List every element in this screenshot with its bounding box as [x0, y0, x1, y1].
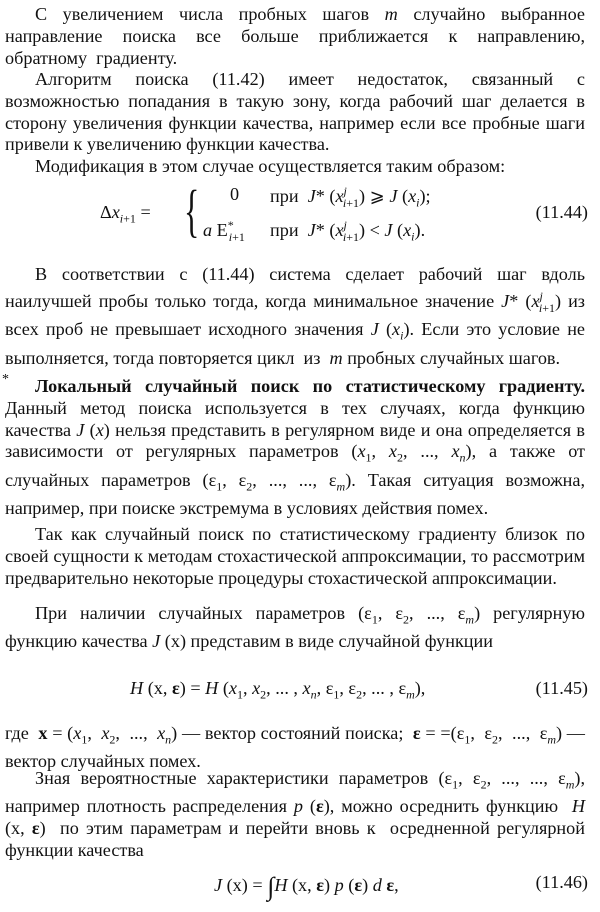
eq1-case1-condition: при J* $(x^j_{i+1})$ ⩾ J $(x_i)$;: [270, 184, 431, 210]
paragraph-1: [5, 4, 585, 69]
eq1-case2-condition: при J* $(x^j_{i+1}) < J$ $(x_i)$.: [270, 218, 426, 244]
eq3-number: (11.46): [535, 872, 588, 892]
para5-text: Данный метод поиска используется в тех случаях, когда функцию качества J (x) нельзя представить в регулярном виде и она определяется в зависимости от регулярных параметров ($x_1$, $x_2$, ..., $x_n$), а также от случайных параметров ($\varepsilon_1$, $\varepsilon_2$, ..., ..., $\varepsilon_m$). Такая ситуация возможна, например, при поиске экстремума в условиях действия помех.: [5, 397, 586, 519]
eq1-number: (11.44): [535, 202, 588, 222]
equation-11-45: [0, 678, 600, 706]
para4-text: В соответствии с (11.44) система сделает рабочий шаг вдоль наилучшей пробы только тогда, когда минимальное значение J* $(x^j_{i+1})$ из всех проб не превышает исходного значения J $(x_i)$. Если это условие не выполняется, тогда повторяется цикл из m пробных случайных шагов.: [5, 264, 585, 368]
paragraph-2: Алгоритм поиска (11.42) имеет недостаток, связанный с возможностью попадания в такую зону, когда рабочий шаг делается в сторону увеличения функции качества, например если все пробные шаги привели к увеличению функции качества.: [5, 69, 585, 155]
eq1-brace: {: [184, 178, 200, 243]
eq1-case2-value: a $E^*_{i+1}$: [203, 218, 245, 244]
eq2-body: H (x, ε) = H ($x_1$, $x_2$, ... , $x_n$, $\varepsilon_1$, $\varepsilon_2$, ... , $\varepsilon_m$),: [130, 678, 426, 702]
para7-text: При наличии случайных параметров ($\varepsilon_1$, $\varepsilon_2$, ..., $\varepsilon_m$) регулярную функцию качества J (x) представим в виде случайной функции: [5, 603, 586, 652]
para8-text: где $x = (x_1$, $x_2$, ..., $x_n$) — вектор состояний поиска; $\varepsilon = =(\varepsilon_1$, $\varepsilon_2$, ..., $\varepsilon_m$) — вектор случайных помех.: [5, 723, 585, 772]
eq3-body: J (x) = ∫H (x, ε) p (ε) d ε,: [214, 872, 399, 901]
paragraph-6: Так как случайный поиск по статистическому градиенту близок по своей сущности к методам стохастической аппроксимации, то рассмотрим предварительно некоторые процедуры стохастической аппроксимации.: [5, 524, 585, 588]
eq1-lhs: $\Delta x_{i+1}$ =: [100, 202, 151, 226]
paragraph-9: [5, 768, 585, 862]
equation-11-46: [0, 870, 600, 902]
section-heading: Локальный случайный поиск по статистическому градиенту.: [35, 376, 585, 396]
paragraph-5: [5, 376, 585, 520]
eq2-number: (11.45): [535, 678, 588, 698]
margin-marker: *: [2, 372, 9, 387]
equation-11-44: [0, 180, 600, 250]
para9-text: Зная вероятностные характеристики параметров ($\varepsilon_1$, $\varepsilon_2$, ..., ..., $\varepsilon_m$), например плотность распределения p (ε), можно осреднить функцию H (x, ε) по этим параметрам и перейти вновь к осредненной регулярной функции качества: [5, 768, 586, 861]
paragraph-4: [5, 264, 585, 370]
paragraph-7: [5, 603, 585, 653]
paragraph-3: Модификация в этом случае осуществляется таким образом:: [35, 156, 506, 176]
para1-text: С увеличением числа пробных шагов m случайно выбранное направление поиска все больше приближается к направлению, обратному градиенту.: [5, 4, 585, 68]
eq1-case1-value: 0: [230, 184, 240, 204]
paragraph-8: [5, 723, 585, 773]
